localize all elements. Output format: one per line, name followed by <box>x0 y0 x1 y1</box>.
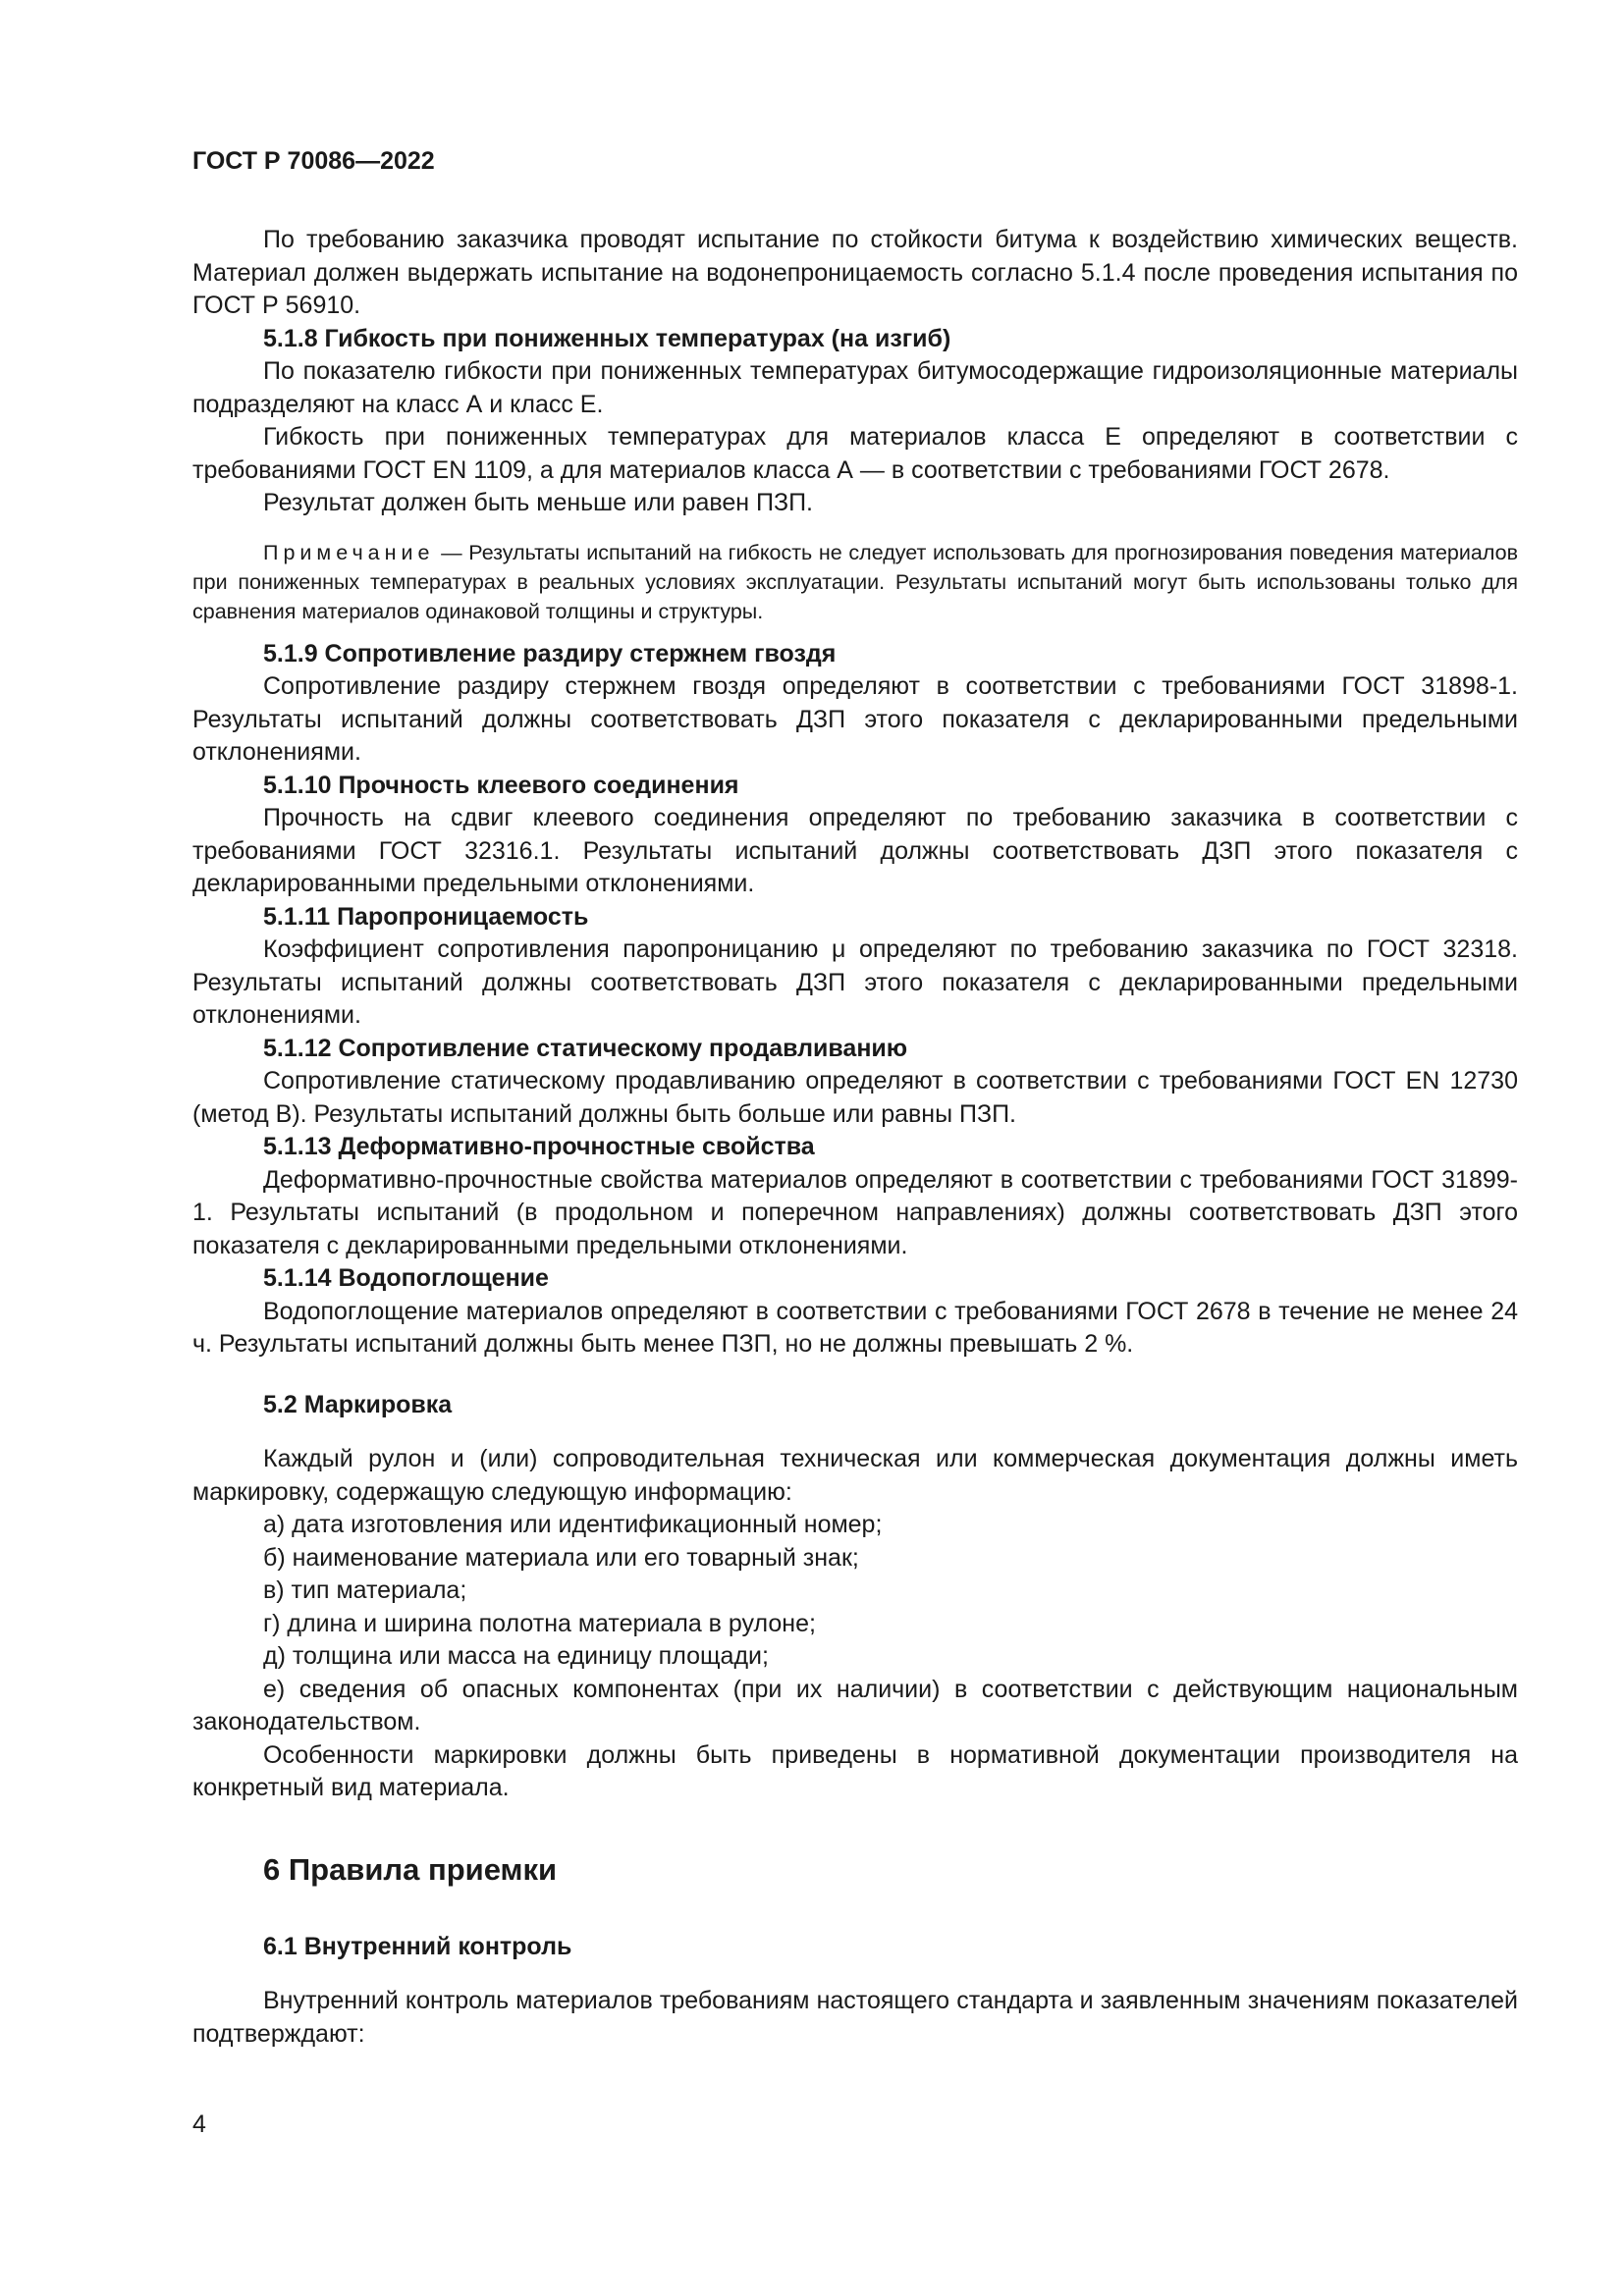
paragraph-5-1-13: Деформативно-прочностные свойства материалов определяют в соответствии с требованиями ГОСТ 31899-1. Результаты испытаний (в продольном и поперечном направлениях) должны соответствовать ДЗП этого показателя с декларированными предельными отклонениями. <box>192 1165 1518 1259</box>
heading-5-1-8: 5.1.8 Гибкость при пониженных температурах (на изгиб) <box>263 324 951 352</box>
heading-5-1-11: 5.1.11 Паропроницаемость <box>263 902 589 931</box>
note-text: — Результаты испытаний на гибкость не следует использовать для прогнозирования поведения материалов при пониженных температурах в реальных условиях эксплуатации. Результаты испытаний могут быть использованы только для сравнения материалов одинаковой толщины и структуры. <box>192 540 1518 623</box>
document-body <box>192 224 1518 2051</box>
heading-6-1: 6.1 Внутренний контроль <box>263 1932 572 1960</box>
list-item-d: д) толщина или масса на единицу площади; <box>263 1642 769 1670</box>
paragraph-5-1-9: Сопротивление раздиру стержнем гвоздя определяют в соответствии с требованиями ГОСТ 31898-1. Результаты испытаний должны соответствовать ДЗП этого показателя с декларированными предельными отклонениями. <box>192 672 1518 766</box>
paragraph-5-1-11: Коэффициент сопротивления паропроницанию μ определяют по требованию заказчика по ГОСТ 32318. Результаты испытаний должны соответствовать ДЗП этого показателя с декларированными предельными отклонениями. <box>192 935 1518 1029</box>
list-item-g: г) длина и ширина полотна материала в рулоне; <box>263 1609 816 1637</box>
document-header: ГОСТ Р 70086—2022 <box>192 147 435 175</box>
heading-5-1-10: 5.1.10 Прочность клеевого соединения <box>263 771 739 799</box>
paragraph-intro: По требованию заказчика проводят испытание по стойкости битума к воздействию химических веществ. Материал должен выдержать испытание на водонепроницаемость согласно 5.1.4 после проведения испытания по ГОСТ Р 56910. <box>192 226 1518 319</box>
heading-5-1-14: 5.1.14 Водопоглощение <box>263 1264 549 1292</box>
list-item-v: в) тип материала; <box>263 1576 467 1604</box>
paragraph-5-1-14: Водопоглощение материалов определяют в соответствии с требованиями ГОСТ 2678 в течение не менее 24 ч. Результаты испытаний должны быть менее ПЗП, но не должны превышать 2 %. <box>192 1297 1518 1358</box>
paragraph-5-1-12: Сопротивление статическому продавливанию определяют в соответствии с требованиями ГОСТ EN 12730 (метод В). Результаты испытаний должны быть больше или равны ПЗП. <box>192 1067 1518 1128</box>
paragraph-6-1: Внутренний контроль материалов требованиям настоящего стандарта и заявленным значениям показателей подтверждают: <box>192 1987 1518 2048</box>
note <box>192 538 1518 626</box>
paragraph-5-1-8-2: Гибкость при пониженных температурах для материалов класса Е определяют в соответствии с требованиями ГОСТ EN 1109, а для материалов класса А — в соответствии с требованиями ГОСТ 2678. <box>192 423 1518 484</box>
paragraph-5-1-10: Прочность на сдвиг клеевого соединения определяют по требованию заказчика в соответствии с требованиями ГОСТ 32316.1. Результаты испытаний должны соответствовать ДЗП этого показателя с декларированными предельными отклонениями. <box>192 804 1518 897</box>
paragraph-5-2: Каждый рулон и (или) сопроводительная техническая или коммерческая документация должны иметь маркировку, содержащую следующую информацию: <box>192 1445 1518 1506</box>
paragraph-5-2-end: Особенности маркировки должны быть приведены в нормативной документации производителя на конкретный вид материала. <box>192 1740 1518 1801</box>
heading-5-2: 5.2 Маркировка <box>263 1390 453 1418</box>
list-item-b: б) наименование материала или его товарный знак; <box>263 1543 859 1572</box>
heading-5-1-13: 5.1.13 Деформативно-прочностные свойства <box>263 1133 815 1160</box>
page-number: 4 <box>192 2110 206 2138</box>
heading-6: 6 Правила приемки <box>263 1851 558 1887</box>
paragraph-5-1-8-1: По показателю гибкости при пониженных температурах битумосодержащие гидроизоляционные материалы подразделяют на класс А и класс Е. <box>192 357 1518 418</box>
note-label: Примечание <box>263 540 435 564</box>
list-item-a: а) дата изготовления или идентификационный номер; <box>263 1511 883 1538</box>
list-item-e: е) сведения об опасных компонентах (при их наличии) в соответствии с действующим национальным законодательством. <box>192 1675 1518 1735</box>
heading-5-1-9: 5.1.9 Сопротивление раздиру стержнем гвоздя <box>263 639 837 667</box>
heading-5-1-12: 5.1.12 Сопротивление статическому продавливанию <box>263 1034 908 1062</box>
paragraph-5-1-8-3: Результат должен быть меньше или равен ПЗП. <box>263 489 813 516</box>
